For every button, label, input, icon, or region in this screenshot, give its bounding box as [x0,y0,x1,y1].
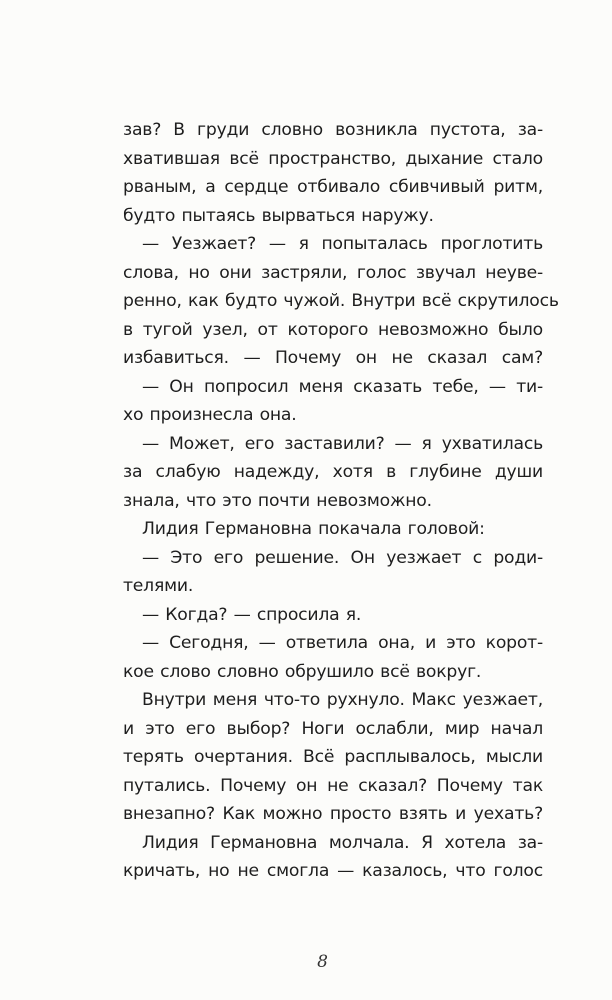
text-line: избавиться. — Почему он не сказал сам? [123,348,543,368]
text-line: в тугой узел, от которого невозможно было [123,319,543,340]
text-line: Лидия Германовна молчала. Я хотела за- [142,832,543,853]
text-line: рваным, а сердце отбивало сбивчивый ритм, [123,177,543,197]
page-number: 8 [317,952,328,972]
text-line: — Может, его заставили? — я ухватилась [142,433,543,454]
text-line: хватившая всё пространство, дыхание стало [123,148,543,169]
text-line: слова, но они застряли, голос звучал неуве- [123,262,543,283]
text-line: путались. Почему он не сказал? Почему так [123,775,543,796]
text-line: терять очертания. Всё расплывалось, мысли [123,747,543,767]
text-line: — Сегодня, — ответила она, и это корот- [142,633,543,653]
text-line: — Когда? — спросила я. [142,604,362,625]
text-line: зав? В груди словно возникла пустота, за- [123,120,543,140]
text-line: за слабую надежду, хотя в глубине души [123,462,543,482]
text-line: и это его выбор? Ноги ослабли, мир начал [123,718,543,739]
text-line: кричать, но не смогла — казалось, что голос [123,861,543,881]
text-line: Внутри меня что-то рухнуло. Макс уезжает, [142,690,543,710]
text-line: телями. [123,576,194,596]
text-line: Лидия Германовна покачала головой: [142,519,485,539]
body-text [123,116,559,886]
text-line: — Это его решение. Он уезжает с роди- [142,547,543,568]
text-line: — Он попросил меня сказать тебе, — ти- [142,376,543,397]
text-line: будто пытаясь вырваться наружу. [123,205,434,226]
text-line: кое слово словно обрушило всё вокруг. [123,661,482,682]
text-line: внезапно? Как можно просто взять и уехать? [123,804,543,824]
text-line: ренно, как будто чужой. Внутри всё скрутилось [123,291,559,311]
text-line: хо произнесла она. [123,405,297,425]
text-line: знала, что это почти невозможно. [123,490,432,511]
text-line: — Уезжает? — я попыталась проглотить [142,234,543,254]
